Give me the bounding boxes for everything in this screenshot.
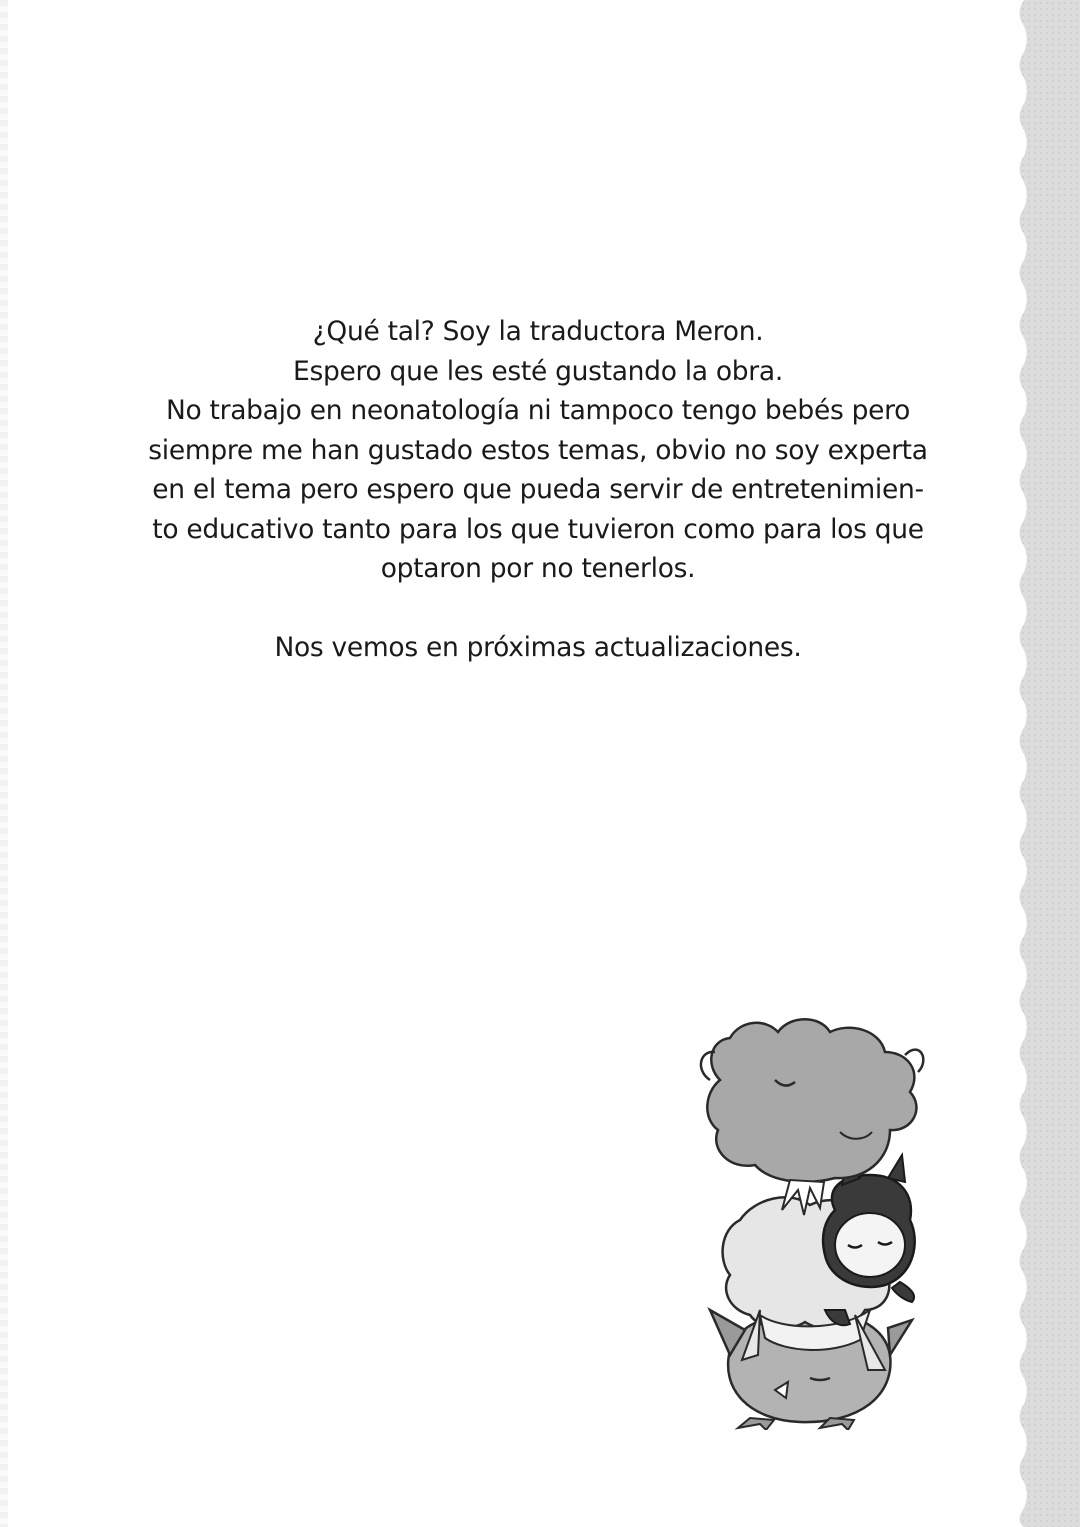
mascot-characters-stack-icon — [690, 1010, 940, 1430]
left-edge-strip — [0, 0, 8, 1527]
translator-note — [130, 312, 946, 667]
note-signoff: Nos vemos en próximas actualizaciones. — [274, 631, 802, 663]
decorative-wavy-border — [1008, 0, 1080, 1527]
note-paragraph: ¿Qué tal? Soy la traductora Meron. Espero que les esté gustando la obra. No trabajo en neonatología ni tampoco tengo bebés pero siempre me han gustado estos temas, obvio no soy experta en el tema pero espero que pueda servir de entretenimien- to educativo tanto para los que tuvieron como para los que optaron por no tenerlos. — [148, 316, 928, 584]
